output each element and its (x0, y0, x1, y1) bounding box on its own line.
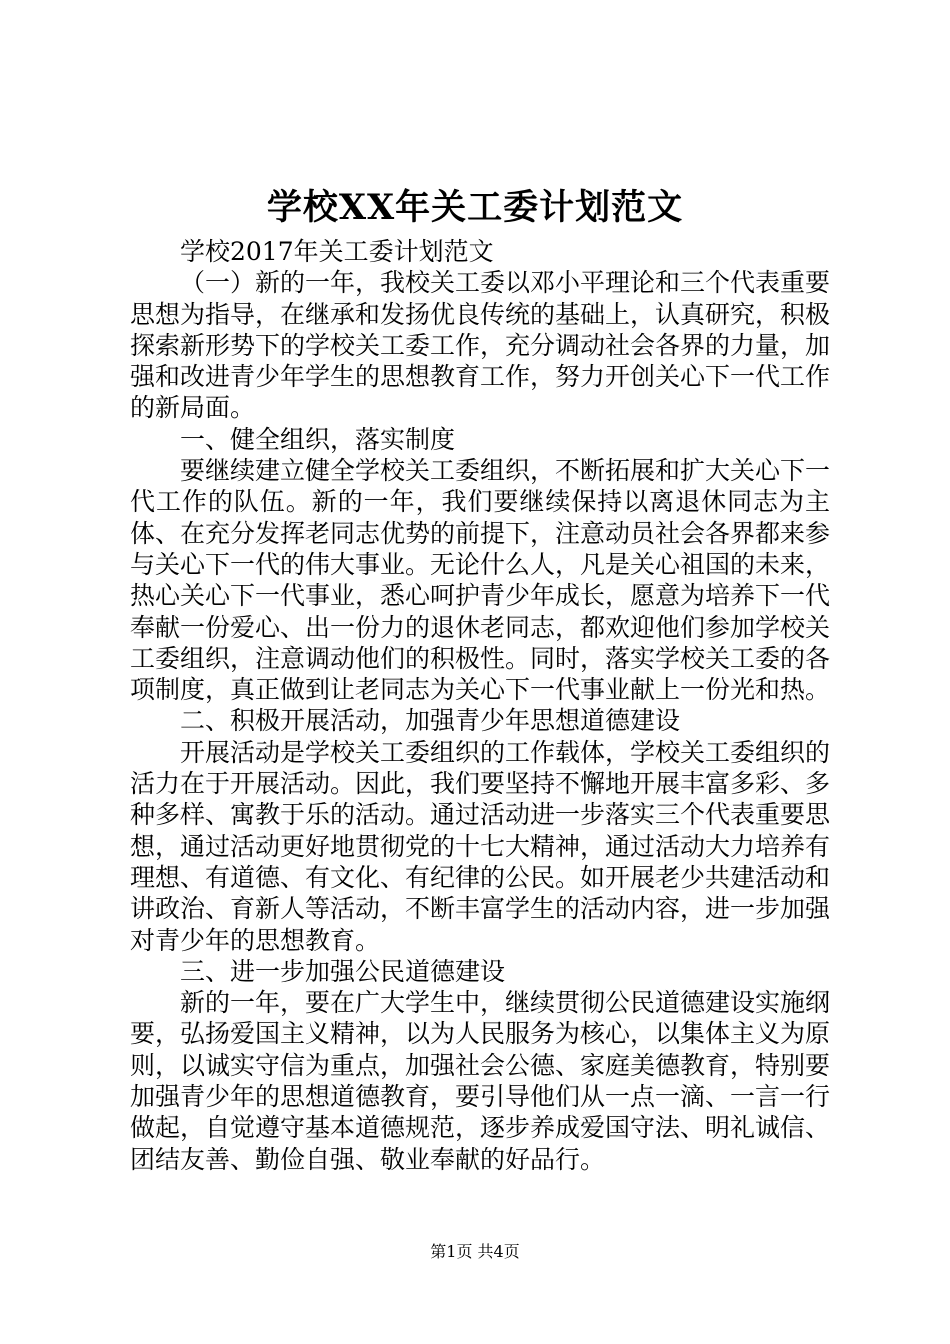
intro-paragraph: （一）新的一年，我校关工委以邓小平理论和三个代表重要思想为指导，在继承和发扬优良传统的基础上，认真研究，积极探索新形势下的学校关工委工作，充分调动社会各界的力量，加强和改进青少年学生的思想教育工作，努力开创关心下一代工作的新局面。 (130, 268, 831, 423)
section-heading-3: 三、进一步加强公民道德建设 (180, 956, 506, 986)
document-title: 学校XX年关工委计划范文 (266, 187, 684, 228)
subtitle-paragraph: 学校2017年关工委计划范文 (180, 237, 494, 266)
section-heading-2: 二、积极开展活动，加强青少年思想道德建设 (180, 706, 681, 736)
section-paragraph-2: 开展活动是学校关工委组织的工作载体，学校关工委组织的活力在于开展活动。因此，我们要坚持不懈地开展丰富多彩、多种多样、寓教于乐的活动。通过活动进一步落实三个代表重要思想，通过活动更好地贯彻党的十七大精神，通过活动大力培养有理想、有道德、有文化、有纪律的公民。如开展老少共建活动和讲政治、育新人等活动，不断丰富学生的活动内容，进一步加强对青少年的思想教育。 (130, 737, 831, 955)
section-paragraph-3: 新的一年，要在广大学生中，继续贯彻公民道德建设实施纲要，弘扬爱国主义精神，以为人民服务为核心，以集体主义为原则，以诚实守信为重点，加强社会公德、家庭美德教育，特别要加强青少年的思想道德教育，要引导他们从一点一滴、一言一行做起，自觉遵守基本道德规范，逐步养成爱国守法、明礼诚信、团结友善、勤俭自强、敬业奉献的好品行。 (130, 988, 831, 1174)
document-body (130, 236, 830, 1175)
section-heading-1: 一、健全组织，落实制度 (180, 424, 456, 454)
section-paragraph-1: 要继续建立健全学校关工委组织，不断拓展和扩大关心下一代工作的队伍。新的一年，我们要继续保持以离退休同志为主体、在充分发挥老同志优势的前提下，注意动员社会各界都来参与关心下一代的伟大事业。无论什么人，凡是关心祖国的未来，热心关心下一代事业，悉心呵护青少年成长，愿意为培养下一代奉献一份爱心、出一份力的退休老同志，都欢迎他们参加学校关工委组织，注意调动他们的积极性。同时，落实学校关工委的各项制度，真正做到让老同志为关心下一代事业献上一份光和热。 (130, 456, 831, 705)
page-number-footer: 第1页 共4页 (430, 1242, 520, 1261)
